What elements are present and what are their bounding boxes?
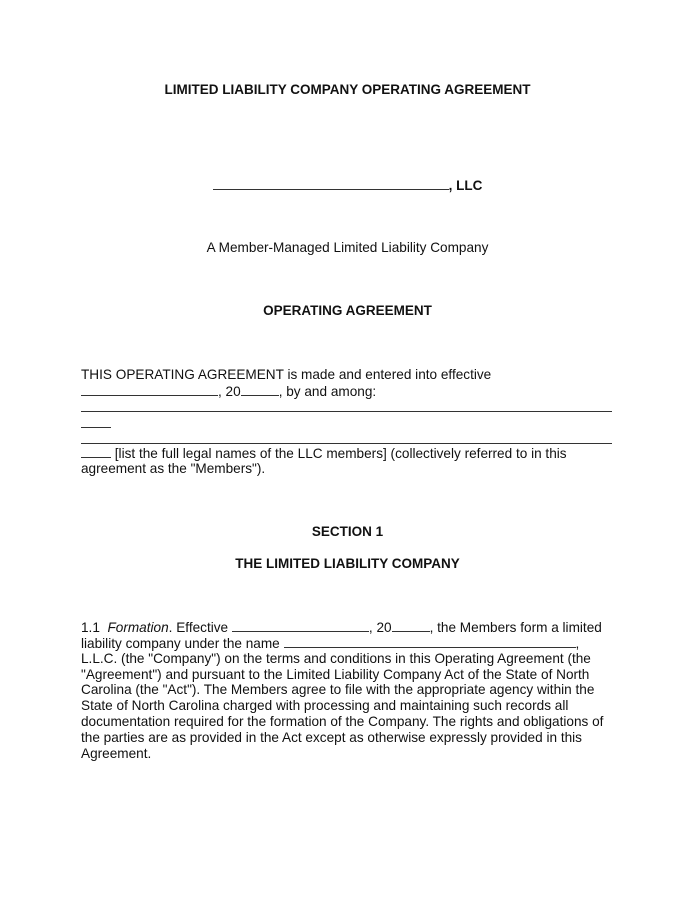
document-subtitle: A Member-Managed Limited Liability Company <box>206 240 489 255</box>
formation-line-5: Carolina (the "Act"). The Members agree to file with the appropriate agency within the <box>81 682 595 697</box>
formation-line-6: State of North Carolina charged with processing and maintaining such records all <box>81 698 569 713</box>
formation-line-4: "Agreement") and pursuant to the Limited Liability Company Act of the State of North <box>81 667 590 682</box>
intro-line-2: , 20 , by and among: <box>81 383 376 400</box>
formation-line-2: liability company under the name , <box>81 636 580 651</box>
company-name-blank <box>213 177 449 190</box>
member-names-rule-3 <box>81 443 612 444</box>
member-names-rule-1 <box>81 411 612 412</box>
member-names-rule-2 <box>81 427 111 428</box>
llc-suffix: , LLC <box>448 178 483 193</box>
member-names-blank <box>81 445 111 458</box>
intro-line-6: agreement as the "Members"). <box>81 461 266 476</box>
formation-year-blank <box>392 619 430 632</box>
formation-line-3: L.L.C. (the "Company") on the terms and conditions in this Operating Agreement (the <box>81 651 591 666</box>
section-title: THE LIMITED LIABILITY COMPANY <box>235 556 460 571</box>
formation-line-7: documentation required for the formation of the Company. The rights and obligations of <box>81 714 604 729</box>
intro-line-1: THIS OPERATING AGREEMENT is made and entered into effective <box>81 367 492 382</box>
document-title: LIMITED LIABILITY COMPANY OPERATING AGREEMENT <box>164 82 531 97</box>
section-number: SECTION 1 <box>311 524 384 539</box>
formation-line-8: the parties are as provided in the Act except as otherwise expressly provided in this <box>81 730 582 745</box>
intro-line-5: [list the full legal names of the LLC members] (collectively referred to in this <box>81 445 567 462</box>
company-name-blank-2 <box>284 635 576 648</box>
formation-line-9: Agreement. <box>81 746 152 761</box>
formation-label: Formation <box>107 620 169 635</box>
company-name-line <box>0 177 695 193</box>
formation-line-1: 1.1 Formation. Effective , 20 , the Members form a limited <box>81 620 602 635</box>
formation-date-blank <box>232 619 369 632</box>
effective-date-blank <box>81 383 218 396</box>
agreement-heading: OPERATING AGREEMENT <box>263 303 432 318</box>
year-blank <box>241 383 279 396</box>
